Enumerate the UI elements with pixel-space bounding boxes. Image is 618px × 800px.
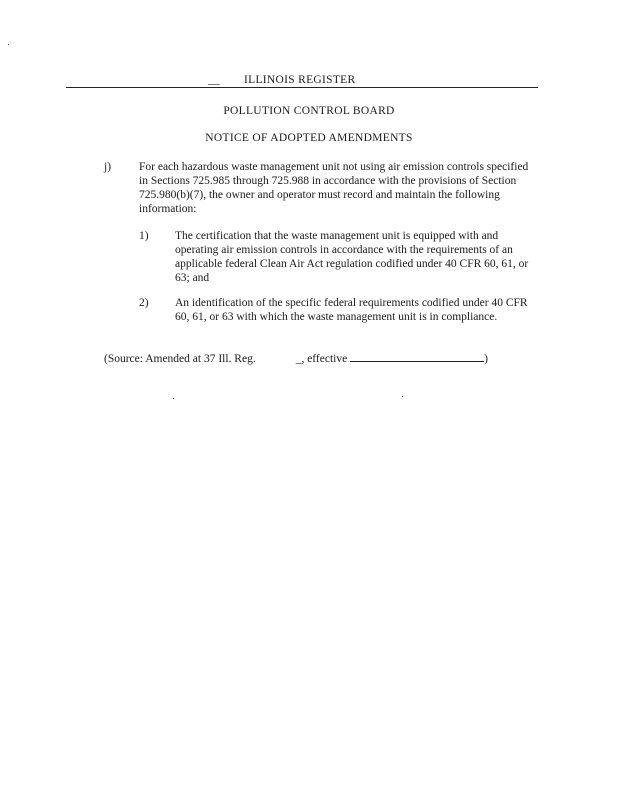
paragraph-text: For each hazardous waste management unit not using air emission controls specified in Sections 725.985 through 725.988 in accordance with the provisions of Section 725.980(b)(7), the owner and operator must record and maintain the following information: [139, 161, 529, 215]
source-suffix: ) [484, 353, 488, 365]
item-text: The certification that the waste management unit is equipped with and operating air emission controls in accordance with the requirements of an applicable federal Clean Air Act regulation codified under 40 CFR 60, 61, or 63; and [175, 230, 529, 284]
source-note [104, 350, 488, 366]
item-number: 2) [139, 297, 149, 309]
scan-speck [8, 44, 9, 45]
item-number: 1) [139, 230, 149, 242]
source-mid: _, effective [295, 353, 348, 365]
register-header [66, 73, 538, 88]
scan-speck [173, 398, 174, 399]
paragraph-label: j) [104, 161, 112, 173]
header-dash: __ [208, 74, 220, 86]
board-name: POLLUTION CONTROL BOARD [223, 105, 395, 117]
notice-title: NOTICE OF ADOPTED AMENDMENTS [205, 132, 413, 144]
item-text: An identification of the specific federal requirements codified under 40 CFR 60, 61, or 63 with which the waste management unit is in compliance. [175, 297, 528, 323]
source-prefix: (Source: Amended at 37 Ill. Reg. [104, 353, 256, 365]
register-title: ILLINOIS REGISTER [244, 74, 356, 86]
effective-date-blank [350, 350, 484, 362]
scan-speck [402, 396, 403, 397]
